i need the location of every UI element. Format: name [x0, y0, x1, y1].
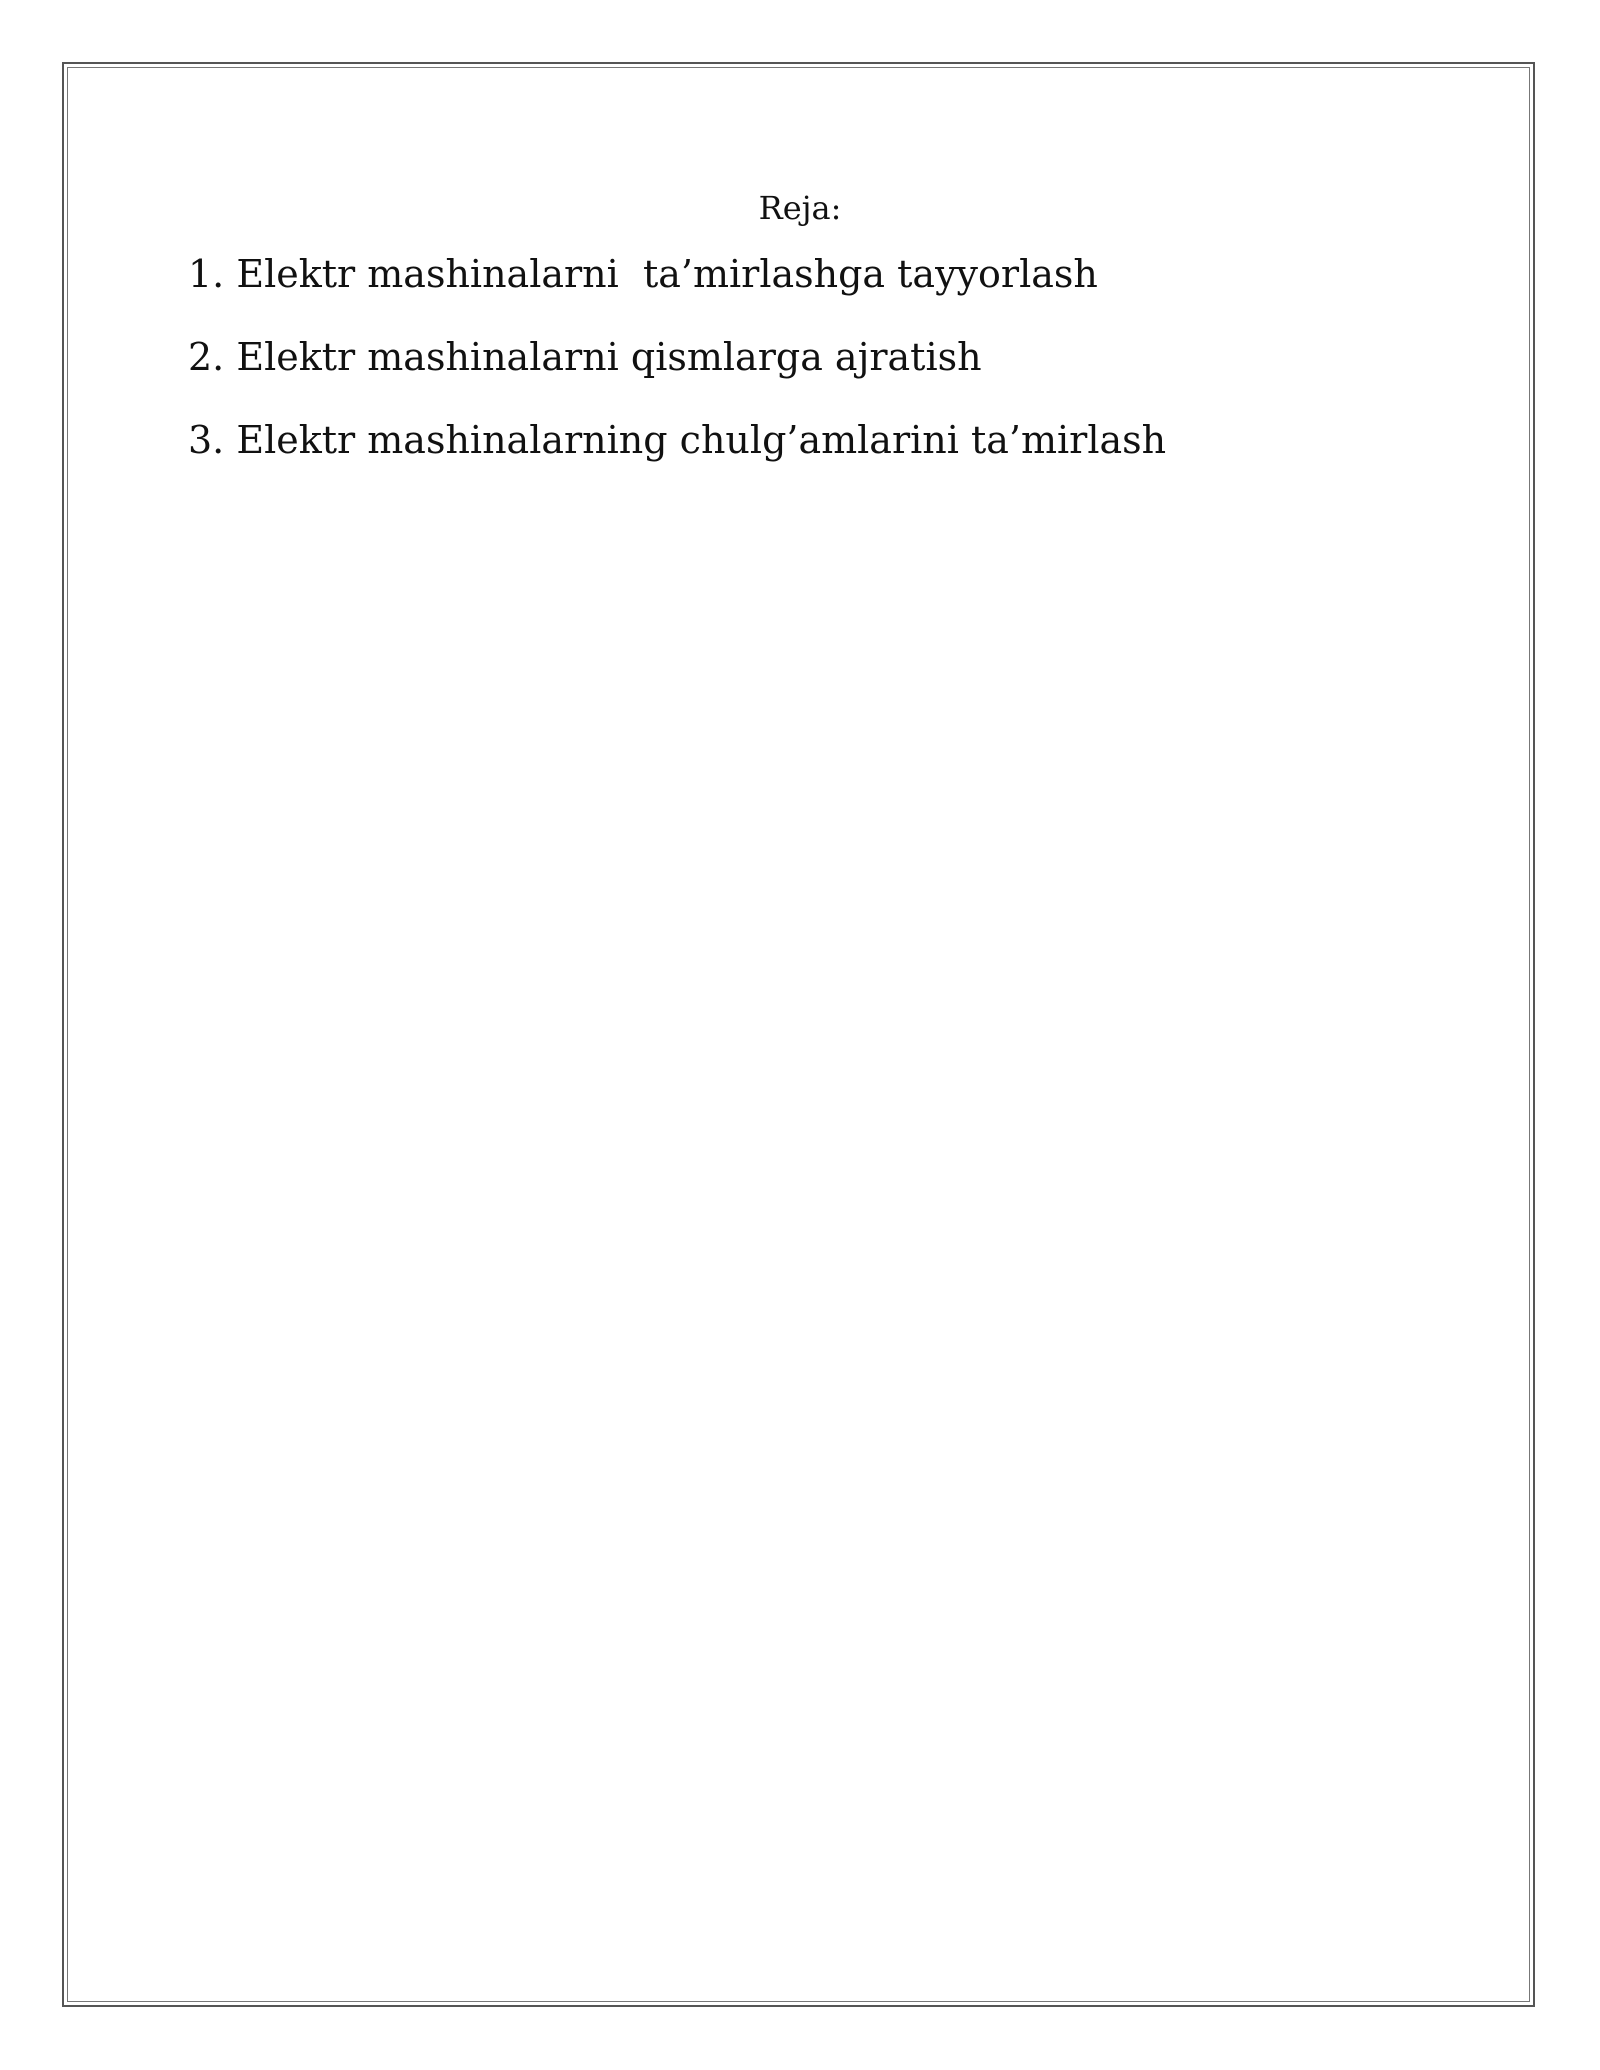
plan-item-2: 2. Elektr mashinalarni qismlarga ajratish: [188, 335, 982, 379]
plan-item-1: 1. Elektr mashinalarni ta’mirlashga tayyorlash: [188, 252, 1098, 296]
plan-item-3: 3. Elektr mashinalarning chulg’amlarini ta’mirlash: [188, 418, 1167, 462]
plan-title: Reja:: [758, 189, 842, 227]
plan-list: [188, 250, 1166, 499]
